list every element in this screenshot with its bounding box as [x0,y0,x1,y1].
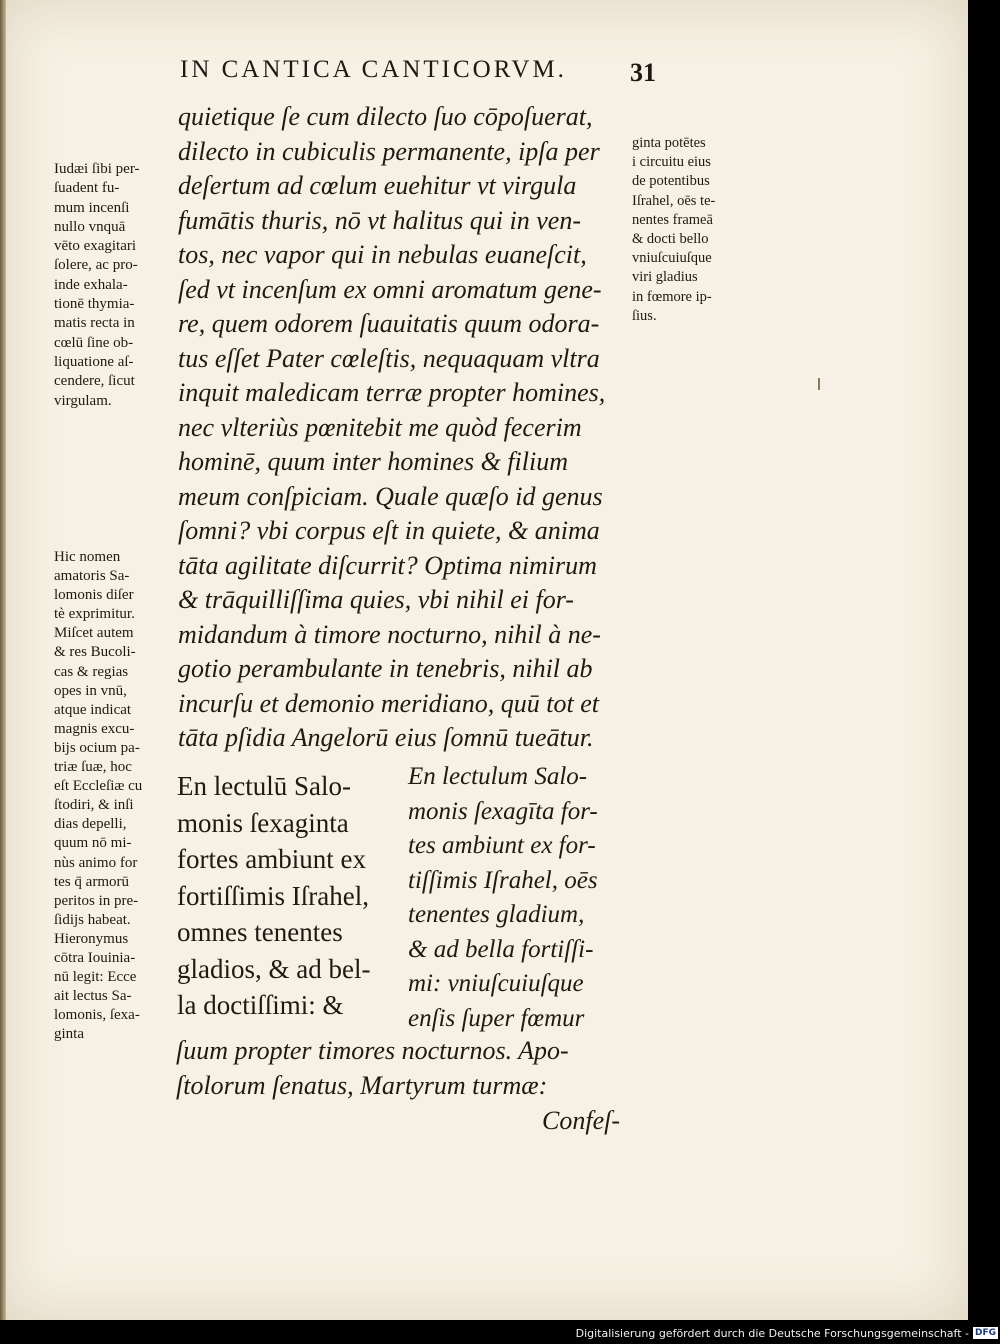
text-line-content: triæ ſuæ, hoc [54,759,132,776]
text-line [54,199,179,218]
text-line [632,230,760,249]
text-line-content: & res Bucoli- [54,644,136,661]
text-line [177,768,397,805]
text-line-content: ſtolorum ſenatus, Martyrum turmæ: [176,1070,548,1100]
text-line [54,237,179,256]
catchword: Confeſ- [542,1106,620,1135]
text-line [54,911,179,930]
text-line [177,841,397,878]
text-line-content: Iudæi ſibi per- [54,161,140,177]
footer-credit-text: Digitalisierung gefördert durch die Deutsche Forschungsgemeinschaft - [575,1326,969,1340]
text-line-content: mum incenſi [54,199,130,216]
text-line-content: nùs animo for [54,854,138,871]
text-line [54,720,179,739]
text-line-content: nū legit: Ecce [54,969,137,986]
text-line-content: quietique ſe cum dilecto ſuo cōpoſuerat, [178,102,593,131]
text-line-content: fortiſſimis Iſrahel, [177,880,369,911]
text-line-content: omnes tenentes [177,917,343,947]
text-line [632,172,760,191]
margin-note-left-2 [54,548,179,1044]
dfg-logo: DFG [974,1328,996,1338]
text-line-content: quum nō mi- [54,835,132,852]
text-line-content: gotio perambulante in tenebris, nihil ab [178,654,593,683]
text-line [177,914,397,951]
text-line-content: hominē, quum inter homines & filium [178,447,568,476]
main-text-block-top [178,100,628,756]
text-line [632,211,760,230]
text-line-content: monis ſexagīta for- [408,797,598,825]
text-line [54,334,179,353]
ink-mark [818,378,820,390]
text-line [177,987,397,1024]
text-line-content: vniuſcuiuſque [632,250,712,267]
text-line-content: tāta agilitate diſcurrit? Optima nimirum [178,550,597,580]
text-line [54,218,179,237]
text-line [54,987,179,1006]
text-line [177,805,397,842]
text-line [54,701,179,720]
main-text-block-bottom [176,1034,636,1103]
text-line-content: fortes ambiunt ex [177,844,366,874]
text-line-content: ſuadent fu- [54,180,120,197]
text-line [632,268,760,287]
text-line-content: vēto exagitari [54,238,137,255]
text-line-content: tes ambiunt ex for- [408,832,596,859]
text-line [54,567,179,586]
text-line-content: lomonis, ſexa- [54,1007,140,1024]
text-line [54,179,179,198]
text-line [632,153,760,172]
text-line-content: midandum à timore nocturno, nihil à ne- [178,619,601,649]
text-line [178,204,628,239]
text-line [632,307,760,326]
text-line [632,192,760,211]
text-line-content: eſt Eccleſiæ cu [54,778,143,795]
text-line-content: fumātis thuris, nō vt halitus qui in ven- [178,205,581,235]
text-line [178,169,628,204]
text-line-content: nullo vnquā [54,218,126,235]
margin-note-left-1 [54,160,179,411]
text-line [54,643,179,662]
text-line [54,739,179,758]
text-line [54,353,179,372]
text-line [54,624,179,643]
text-line [408,933,638,968]
text-line [408,967,638,1002]
text-line-content: enſis ſuper fœmur [408,1004,585,1032]
text-line-content: Hieronymus [54,930,129,947]
text-line-content: dias depelli, [54,816,127,833]
text-line [178,514,628,549]
margin-note-right [632,134,760,326]
text-line [178,618,628,653]
text-line-content: la doctiſſimi: & [177,990,344,1020]
text-line [54,548,179,567]
text-line [632,288,760,307]
text-line-content: deſertum ad cœlum euehitur vt virgula [178,171,577,200]
text-line-content: in fœmore ip- [632,288,712,305]
text-line [178,238,628,273]
text-line [178,652,628,687]
text-line-content: cas & regias [54,663,129,680]
text-line [54,314,179,333]
text-line [408,760,638,795]
text-line-content: tus eſſet Pater cœleſtis, nequaquam vltra [178,343,600,373]
text-line-content: ſidijs habeat. [54,911,131,928]
text-line-content: meum conſpiciam. Quale quæſo id genus [178,481,603,511]
text-line-content: tāta pſidia Angelorū eius ſomnū tueātur. [178,723,594,752]
text-line-content: magnis excu- [54,720,135,737]
page-number: 31 [630,58,656,87]
text-line [178,445,628,480]
text-line-content: de potentibus [632,173,710,190]
page-spine-edge [0,0,6,1320]
text-line [178,480,628,515]
text-line-content: Hic nomen [54,549,121,565]
text-line-content: tè exprimitur. [54,606,135,623]
text-line-content: mi: vniuſcuiuſque [408,970,584,997]
text-line [178,721,628,756]
text-line [54,605,179,624]
text-line [178,307,628,342]
text-line-content: tenentes gladium, [408,901,585,928]
text-line [178,342,628,377]
text-line [54,682,179,701]
text-line [408,795,638,830]
text-line [54,854,179,873]
text-line-content: lomonis diſer [54,587,134,604]
text-line [176,1069,636,1104]
text-line [54,276,179,295]
text-line-content: & ad bella fortiſſi- [408,935,594,963]
text-line-content: ſomni? vbi corpus eſt in quiete, & anima [178,516,600,545]
text-line-content: i circuitu eius [632,154,711,171]
text-line [408,898,638,933]
text-line [54,663,179,682]
text-line [54,295,179,314]
text-line [178,376,628,411]
text-line [178,411,628,446]
text-line-content: ſolere, ac pro- [54,257,138,274]
text-line-content: liquatione aſ- [54,353,134,370]
text-line [54,160,179,179]
text-line-content: ſuum propter timores nocturnos. Apo- [176,1036,569,1065]
text-line [54,586,179,605]
text-line-content: tionē thymia- [54,296,135,313]
text-line-content: tiſſimis Iſrahel, oēs [408,866,598,894]
text-line-content: monis ſexaginta [177,807,349,838]
text-line [54,796,179,815]
text-line [54,372,179,391]
text-line [178,135,628,170]
text-line [408,864,638,899]
text-line [54,873,179,892]
text-line [54,256,179,275]
text-line-content: ginta [54,1026,84,1043]
text-line-content: gladios, & ad bel- [177,953,371,984]
text-line-content: ait lectus Sa- [54,988,132,1005]
text-line [178,273,628,308]
text-line [632,134,760,153]
text-line [632,249,760,268]
text-line-content: cōtra Iouinia- [54,949,136,966]
text-line-content: dilecto in cubiculis permanente, ipſa per [178,136,600,166]
text-line [177,951,397,988]
text-line-content: opes in vnū, [54,682,127,699]
text-line [54,949,179,968]
text-line [54,777,179,796]
text-line-content: inquit maledicam terræ propter homines, [178,378,606,407]
text-line-content: bijs ocium pa- [54,739,140,756]
text-line [54,1006,179,1025]
text-line [54,1025,179,1044]
text-line-content: & trāquilliſſima quies, vbi nihil ei for- [178,585,574,614]
text-line-content: peritos in pre- [54,892,139,909]
text-line-content: tos, nec vapor qui in nebulas euaneſcit, [178,240,587,269]
text-line-content: nec vlteriùs pœnitebit me quòd fecerim [178,412,582,442]
text-line-content: ſed vt incenſum ex omni aromatum gene- [178,274,602,304]
text-line [54,815,179,834]
text-line-content: ſius. [632,307,657,324]
text-line [178,549,628,584]
text-line-content: nentes frameā [632,211,713,228]
text-line-content: amatoris Sa- [54,568,130,585]
text-line-content: viri gladius [632,269,698,286]
text-line-content: inde exhala- [54,276,128,293]
text-line [408,1002,638,1037]
text-line-content: cendere, ſicut [54,373,135,390]
text-line [54,392,179,411]
text-line [54,968,179,987]
text-line-content: En lectulū Salo- [177,771,351,801]
text-line [178,687,628,722]
text-line [408,829,638,864]
text-line-content: tes q̄ armorū [54,873,129,890]
text-line [178,100,628,135]
text-line-content: ginta potētes [632,135,706,151]
text-line-content: & docti bello [632,230,709,247]
digitization-footer [575,1324,998,1342]
text-line-content: cœlū ſine ob- [54,334,134,351]
text-line [176,1034,636,1069]
text-line [54,892,179,911]
translation-text-block [408,760,638,1036]
text-line [54,930,179,949]
text-line-content: En lectulum Salo- [408,763,588,790]
text-line-content: atque indicat [54,701,132,718]
text-line [178,583,628,618]
text-line-content: Iſrahel, oēs te- [632,192,716,209]
vulgate-text-block [177,768,397,1024]
text-line-content: re, quem odorem ſuauitatis quum odora- [178,309,600,338]
text-line-content: incurſu et demonio meridiano, quū tot et [178,688,600,718]
text-line-content: Miſcet autem [54,625,134,642]
text-line [54,758,179,777]
text-line-content: virgulam. [54,392,112,409]
text-line [54,834,179,853]
text-line-content: ſtodiri, & inſi [54,797,134,814]
text-line-content: matis recta in [54,315,135,332]
running-title: IN CANTICA CANTICORVM. [180,56,567,83]
text-line [177,878,397,915]
